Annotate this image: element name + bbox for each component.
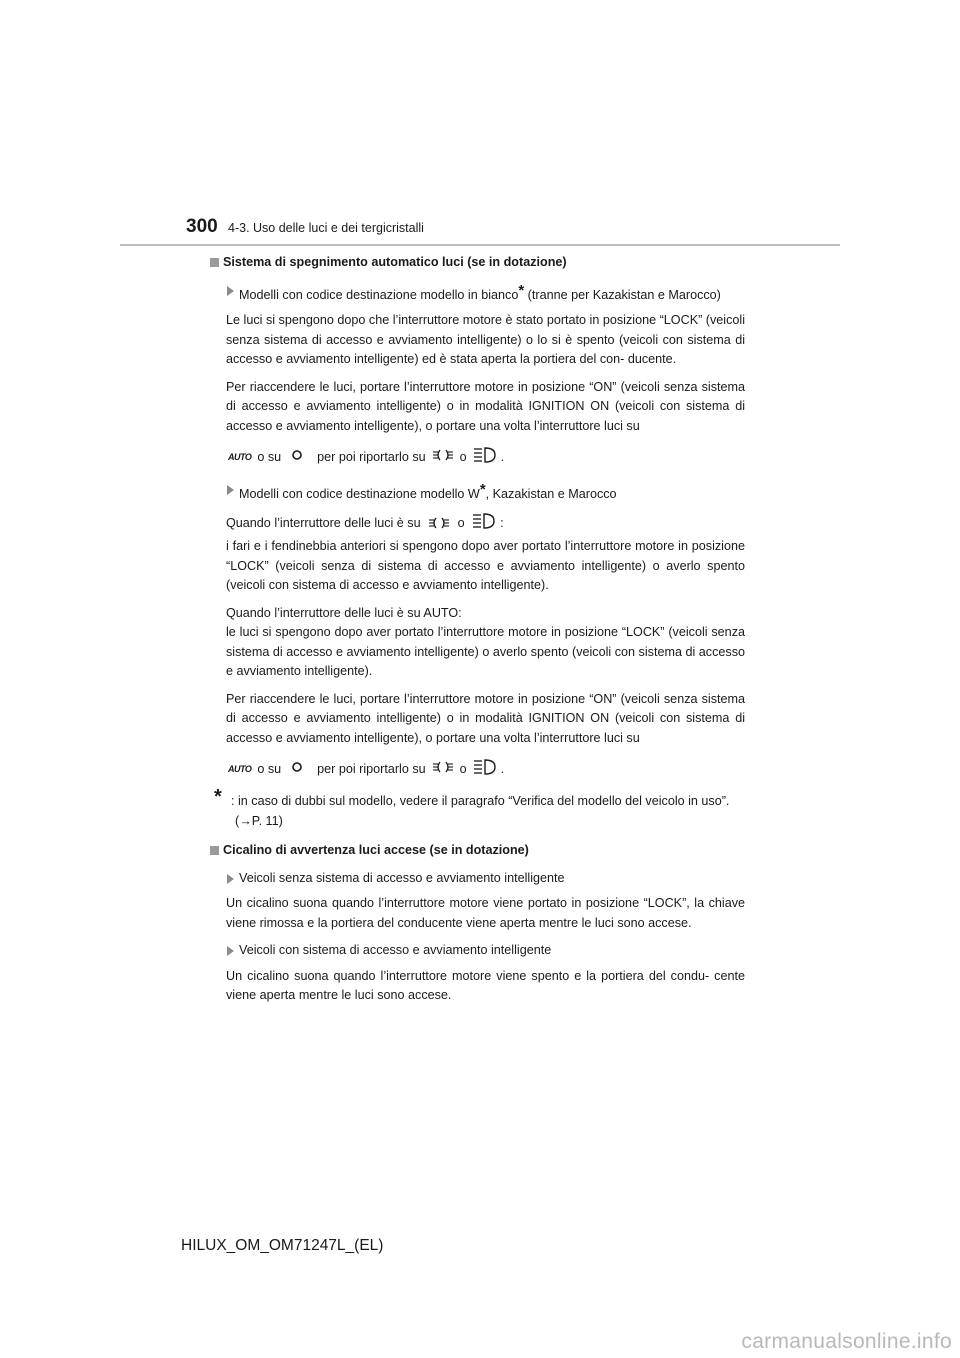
icon-line-text: per poi riportarlo su	[317, 762, 426, 777]
switch-icons-line	[210, 446, 745, 470]
header-divider	[120, 244, 840, 246]
subheading-white-code	[210, 281, 745, 306]
headlights-icon	[473, 445, 497, 472]
triangle-bullet-icon	[227, 286, 234, 296]
off-switch-icon	[291, 448, 303, 468]
square-bullet-icon	[210, 846, 219, 855]
paragraph: Un cicalino suona quando l’interruttore motore viene portato in posizione “LOCK”, la chiave viene rimossa e la portiera del conducente viene aperta mentre le luci sono accese.	[226, 896, 745, 930]
footnote-star: *	[214, 786, 222, 808]
paragraph: Un cicalino suona quando l’interruttore motore viene spento e la portiera del condu- cente viene aperta mentre le luci sono accese.	[226, 968, 745, 1002]
footnote	[210, 786, 745, 831]
triangle-bullet-icon	[227, 485, 234, 495]
footnote-star: *	[479, 481, 486, 498]
headlights-icon	[472, 511, 496, 538]
triangle-bullet-icon	[227, 946, 234, 956]
tail-lights-icon	[432, 447, 454, 470]
subheading-text: Veicoli senza sistema di accesso e avviamento intelligente	[239, 870, 565, 885]
paragraph: Per riaccendere le luci, portare l’interruttore motore in posizione “ON” (veicoli senza sistema di accesso e avviamento intelligente) o in modalità IGNITION ON (veicoli con sistema di accesso e avviamento intelligente), o portare una volta l’interruttore luci su	[226, 379, 745, 433]
subheading-text: Veicoli con sistema di accesso e avviamento intelligente	[239, 943, 552, 957]
auto-switch-icon: AUTO	[228, 764, 252, 775]
paragraph	[210, 604, 745, 682]
icon-line-text: o su	[257, 450, 282, 465]
footnote-star: *	[518, 281, 525, 299]
paragraph-line	[226, 511, 745, 538]
section-heading-warning-buzzer	[210, 841, 745, 861]
paragraph-text: :	[500, 515, 504, 530]
tail-lights-icon	[428, 515, 450, 538]
headlights-icon	[473, 757, 497, 784]
icon-line-text: .	[500, 450, 505, 465]
paragraph-text: Quando l’interruttore delle luci è su	[226, 515, 421, 530]
icon-line-text: o	[459, 762, 467, 777]
subheading-w-code	[210, 480, 745, 505]
paragraph-text: o	[457, 515, 465, 530]
icon-line-text: o su	[257, 762, 282, 777]
paragraph-line: Quando l’interruttore delle luci è su AUTO:	[226, 605, 462, 620]
auto-switch-icon: AUTO	[228, 452, 252, 463]
paragraph-line: i fari e i fendinebbia anteriori si spengono dopo aver portato l’interruttore motore in posizione “LOCK” (veicoli senza di sistema di accesso e avviamento intelligente) o averlo spento (veicoli con sistema di accesso e avviamento intelligente).	[226, 539, 745, 592]
paragraph-line: le luci si spengono dopo aver portato l’interruttore motore in posizione “LOCK” (veicoli senza sistema di accesso e avviamento intelligente) o averlo spento (veicoli con sistema di accesso e avviamento intelligente).	[226, 625, 745, 678]
square-bullet-icon	[210, 258, 219, 267]
subheading-text: Modelli con codice destinazione modello W	[239, 487, 480, 501]
paragraph: Le luci si spengono dopo che l’interruttore motore è stato portato in posizione “LOCK” (veicoli senza sistema di accesso e avviamento intelligente) o lo si è spento (veicoli con sistema di accesso e avviamento intelligente) ed è stata aperta la portiera del con- ducente.	[226, 313, 745, 366]
switch-icons-line	[210, 758, 745, 782]
off-switch-icon	[291, 760, 303, 780]
triangle-bullet-icon	[227, 874, 234, 884]
subheading-with-smart-key	[210, 941, 745, 961]
paragraph	[210, 511, 745, 596]
paragraph: Per riaccendere le luci, portare l’interruttore motore in posizione “ON” (veicoli senza sistema di accesso e avviamento intelligente) o in modalità IGNITION ON (veicoli con sistema di accesso e avviamento intelligente), o portare una volta l’interruttore luci su	[226, 691, 745, 745]
footnote-text: : in caso di dubbi sul modello, vedere il paragrafo “Verifica del modello del veicolo in uso”. (→P. 11)	[231, 794, 730, 828]
section-heading-text: Sistema di spegnimento automatico luci (se in dotazione)	[223, 255, 567, 269]
subheading-text-cont: (tranne per Kazakistan e Marocco)	[524, 287, 721, 302]
watermark: carmanualsonline.info	[741, 1330, 952, 1353]
section-heading-text: Cicalino di avvertenza luci accese (se in dotazione)	[223, 843, 529, 857]
subheading-without-smart-key	[210, 869, 745, 889]
icon-line-text: o	[459, 450, 467, 465]
page-content	[210, 253, 745, 1014]
subheading-text: Modelli con codice destinazione modello in bianco	[239, 287, 519, 302]
section-heading-auto-off	[210, 253, 745, 273]
document-code: HILUX_OM_OM71247L_(EL)	[181, 1237, 384, 1254]
icon-line-text: .	[500, 762, 505, 777]
tail-lights-icon	[432, 759, 454, 782]
page-number: 300	[186, 216, 218, 237]
icon-line-text: per poi riportarlo su	[317, 450, 426, 465]
subheading-text-cont: , Kazakistan e Marocco	[485, 487, 617, 501]
section-header: 4-3. Uso delle luci e dei tergicristalli	[228, 221, 424, 235]
